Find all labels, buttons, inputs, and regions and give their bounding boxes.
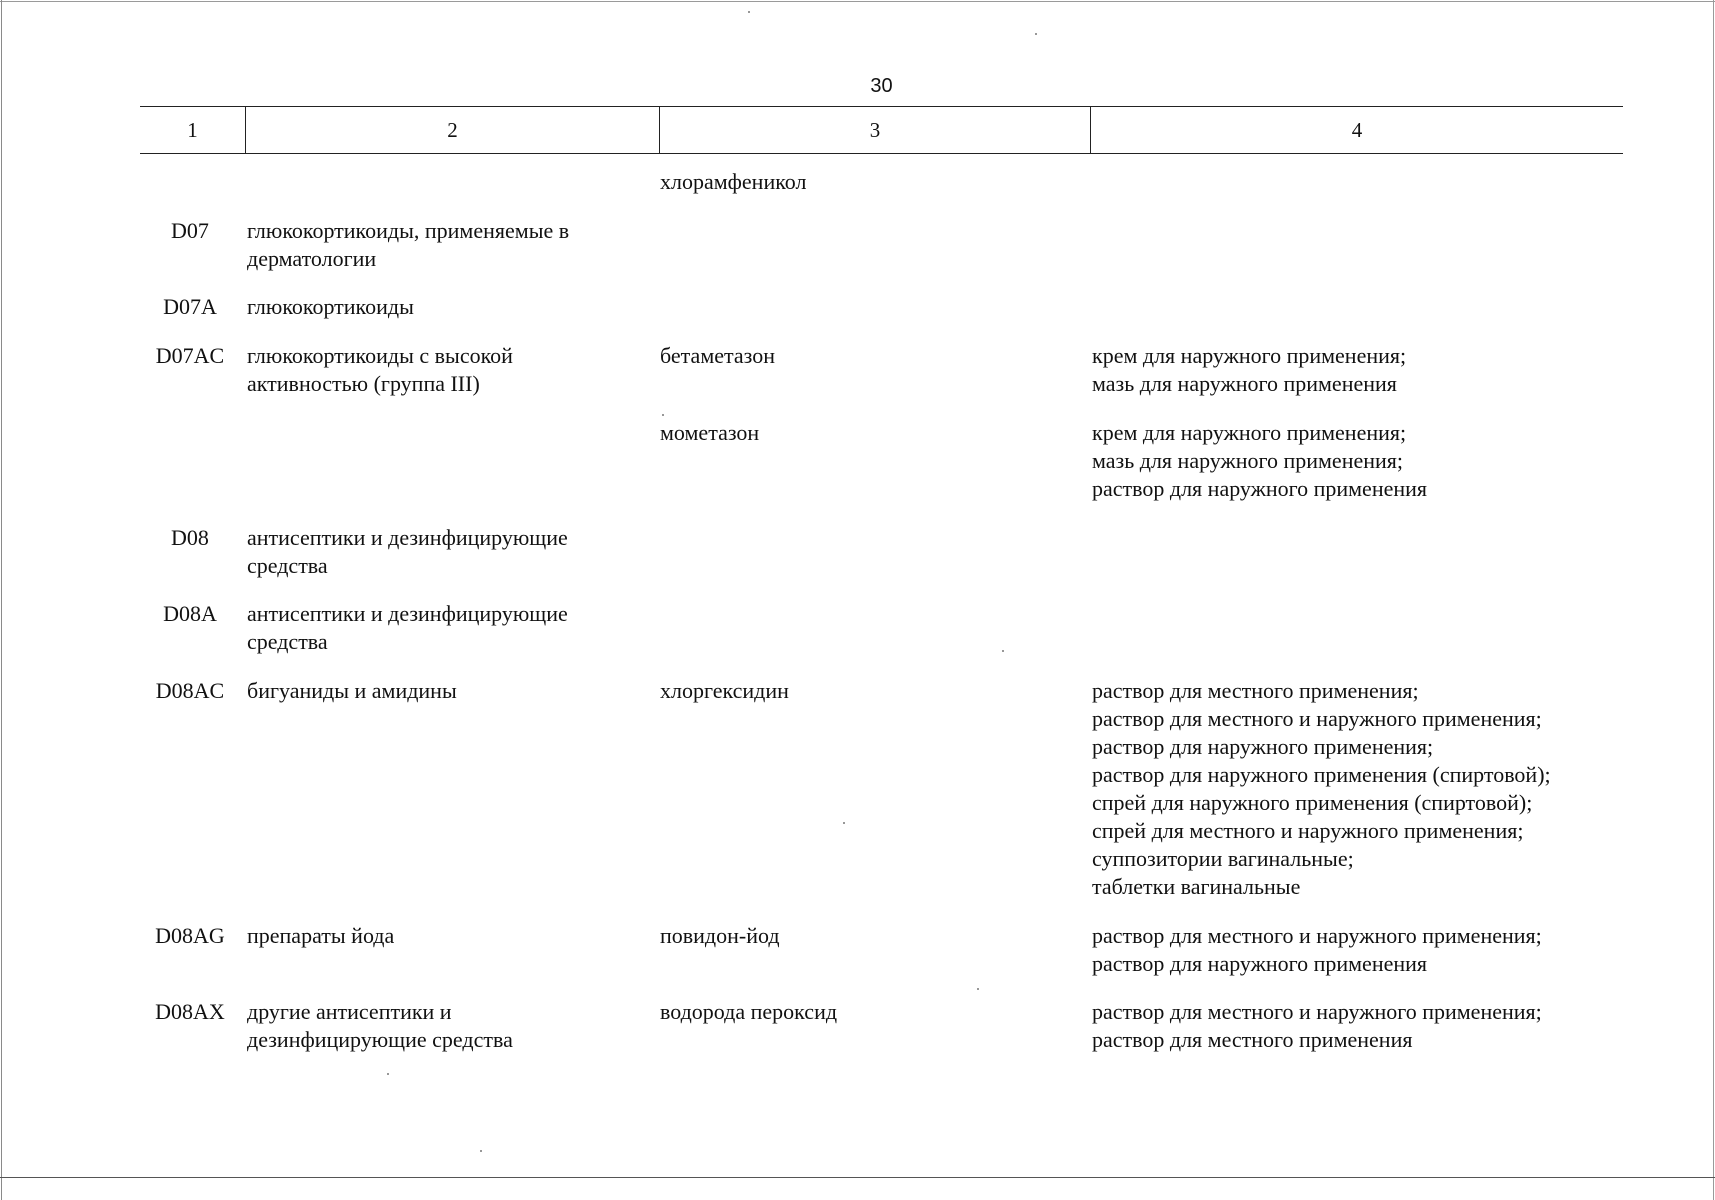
scan-speck bbox=[662, 414, 664, 416]
dosage-forms: раствор для местного применения; раствор для местного и наружного применения; раствор для наружного применения; раствор для наружного применения (спиртовой); спрей для наружного применения (спиртовой); спрей для местного и наружного применения; суппозитории вагинальные; таблетки вагинальные bbox=[1092, 678, 1551, 899]
drug-name: хлорамфеникол bbox=[660, 169, 807, 194]
atc-group-name: глюкокортикоиды, применяемые в дерматологии bbox=[247, 218, 570, 271]
atc-group-name: глюкокортикоиды bbox=[247, 294, 414, 319]
atc-code: D07AC bbox=[155, 343, 225, 368]
drug-name: хлоргексидин bbox=[660, 678, 789, 703]
drug-name: водорода пероксид bbox=[660, 999, 838, 1024]
header-rule-top bbox=[140, 106, 1623, 107]
atc-group-name: глюкокортикоиды с высокой активностью (группа III) bbox=[247, 343, 513, 396]
atc-code: D07A bbox=[163, 294, 217, 319]
column-header-4: 4 bbox=[1351, 118, 1363, 142]
scan-speck bbox=[1002, 650, 1004, 652]
atc-code: D07 bbox=[171, 218, 209, 243]
atc-group-name: антисептики и дезинфицирующие средства bbox=[247, 601, 568, 654]
column-header-2: 2 bbox=[447, 118, 458, 142]
scan-edge-bottom bbox=[0, 1177, 1715, 1178]
scan-edge-left bbox=[1, 0, 2, 1200]
column-header-3: 3 bbox=[869, 118, 881, 142]
dosage-forms: крем для наружного применения; мазь для наружного применения; раствор для наружного применения bbox=[1092, 420, 1428, 501]
scan-speck bbox=[1035, 33, 1037, 35]
atc-code: D08AX bbox=[155, 999, 225, 1024]
header-rule-bottom bbox=[140, 153, 1623, 154]
page-number: 30 bbox=[870, 75, 893, 97]
dosage-forms: раствор для местного и наружного применения; раствор для местного применения bbox=[1092, 999, 1542, 1052]
drug-name: бетаметазон bbox=[660, 343, 775, 368]
scan-edge-top bbox=[0, 1, 1715, 2]
scan-speck bbox=[843, 822, 845, 824]
dosage-forms: раствор для местного и наружного применения; раствор для наружного применения bbox=[1092, 923, 1542, 976]
atc-group-name: другие антисептики и дезинфицирующие средства bbox=[247, 999, 513, 1052]
scan-speck bbox=[387, 1073, 389, 1075]
column-header-1: 1 bbox=[187, 118, 198, 142]
atc-group-name: бигуаниды и амидины bbox=[247, 678, 457, 703]
scan-speck bbox=[480, 1150, 482, 1152]
drug-name: мометазон bbox=[660, 420, 760, 445]
atc-code: D08A bbox=[163, 601, 217, 626]
atc-group-name: препараты йода bbox=[247, 923, 395, 948]
atc-code: D08 bbox=[171, 525, 209, 550]
drug-name: повидон-йод bbox=[660, 923, 780, 948]
atc-code: D08AG bbox=[155, 923, 225, 948]
scan-speck bbox=[748, 11, 750, 13]
dosage-forms: крем для наружного применения; мазь для наружного применения bbox=[1092, 343, 1407, 396]
scan-edge-right bbox=[1713, 0, 1714, 1200]
atc-group-name: антисептики и дезинфицирующие средства bbox=[247, 525, 568, 578]
scan-speck bbox=[977, 988, 979, 990]
atc-code: D08AC bbox=[155, 678, 225, 703]
